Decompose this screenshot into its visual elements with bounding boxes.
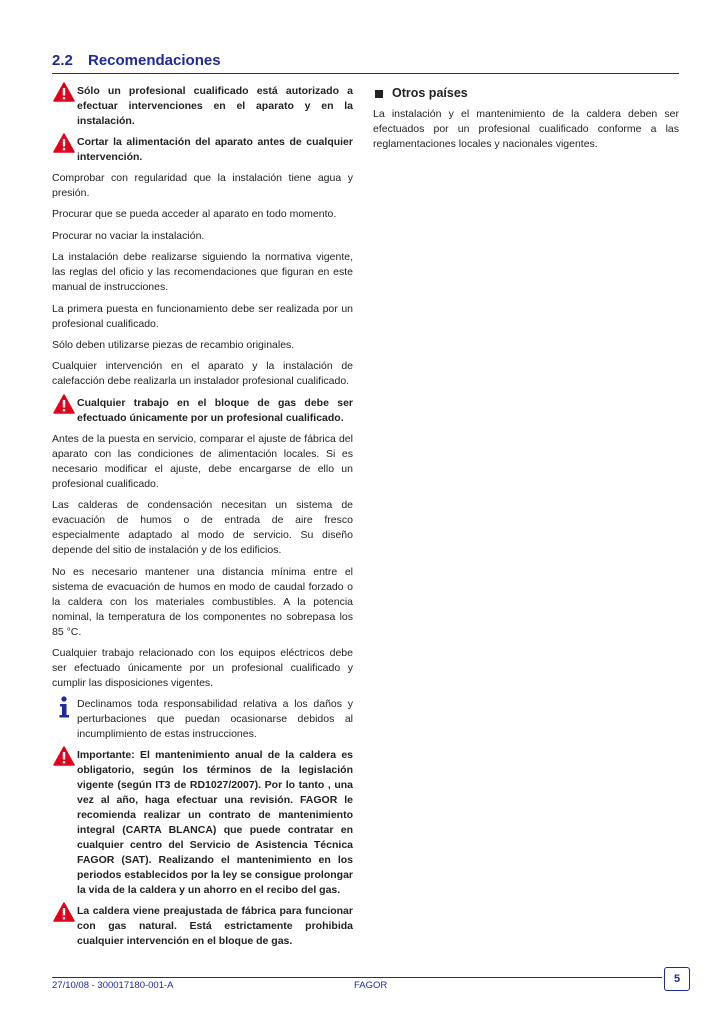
left-column [52, 84, 353, 955]
warning-note [52, 396, 353, 426]
paragraph: Las calderas de condensación necesitan un sistema de evacuación de humos o de entrada de aire fresco especialmente adaptado al modo de servicio. Su diseño depende del sitio de instalación y de los edificios. [52, 499, 353, 557]
info-icon [58, 696, 70, 718]
paragraph: Cualquier intervención en el aparato y la instalación de calefacción debe realizarla un instalador profesional cualificado. [52, 360, 353, 388]
warning-note [52, 748, 353, 898]
paragraph: Procurar que se pueda acceder al aparato en todo momento. [52, 208, 337, 221]
warning-triangle-icon [53, 394, 75, 414]
warning-note [52, 904, 353, 949]
footer-rule [52, 977, 662, 978]
warning-text: La caldera viene preajustada de fábrica para funcionar con gas natural. Está estrictamente prohibida cualquier intervención en el bloque de gas. [77, 905, 353, 948]
paragraph: Antes de la puesta en servicio, comparar el ajuste de fábrica del aparato con las condiciones de alimentación locales. Si es necesario modificar el ajuste, debe encargarse de ello un profesional cualificado. [52, 432, 353, 490]
info-text: Declinamos toda responsabilidad relativa a los daños y perturbaciones que puedan ocasionarse debidos al incumplimiento de estas instrucciones. [77, 698, 353, 741]
section-title-text: Recomendaciones [88, 52, 221, 69]
warning-text: Cortar la alimentación del aparato antes de cualquier intervención. [77, 136, 353, 163]
square-bullet-icon [375, 90, 383, 98]
section-title [52, 52, 221, 69]
paragraph: La primera puesta en funcionamiento debe ser realizada por un profesional cualificado. [52, 302, 353, 330]
warning-text: Importante: El mantenimiento anual de la caldera es obligatorio, según los términos de la legislación vigente (según IT3 de RD1027/2007). Por lo tanto , una vez al año, haga efectuar una revisión. FAGOR le recomienda realizar un contrato de mantenimiento integral (CARTA BLANCA) que puede contratar en cualquier centro del Servicio de Asistencia Técnica FAGOR (SAT). Realizando el mantenimiento en los periodos establecidos por la ley se consigue prolongar la vida de la caldera y un ahorro en el recibo del gas. [77, 749, 353, 897]
subsection-heading [373, 86, 679, 101]
warning-triangle-icon [53, 133, 75, 153]
document-reference: 27/10/08 - 300017180-001-A [52, 980, 174, 991]
warning-triangle-icon [53, 82, 75, 102]
header-rule [52, 73, 679, 74]
paragraph: Procurar no vaciar la instalación. [52, 229, 205, 242]
paragraph: La instalación y el mantenimiento de la caldera deben ser efectuados por un profesional cualificado conforme a las reglamentaciones locales y nacionales vigentes. [373, 108, 679, 150]
paragraph: Comprobar con regularidad que la instalación tiene agua y presión. [52, 172, 353, 199]
warning-triangle-icon [53, 902, 75, 922]
warning-text: Sólo un profesional cualificado está autorizado a efectuar intervenciones en el aparato y en la instalación. [77, 85, 353, 127]
page-number: 5 [664, 967, 690, 991]
paragraph: Sólo deben utilizarse piezas de recambio originales. [52, 338, 295, 351]
warning-note [52, 84, 353, 129]
paragraph: Cualquier trabajo relacionado con los equipos eléctricos debe ser efectuado únicamente por un profesional cualificado y cumplir las disposiciones vigentes. [52, 646, 353, 689]
warning-note [52, 135, 353, 165]
section-number: 2.2 [52, 52, 73, 69]
paragraph: No es necesario mantener una distancia mínima entre el sistema de evacuación de humos en modo de caudal forzado o la caldera con los materiales combustibles. A la potencia nominal, la temperatura de los componentes no sobrepasa los 85 °C. [52, 565, 353, 638]
right-column [373, 86, 679, 158]
info-note [52, 697, 353, 742]
paragraph: La instalación debe realizarse siguiendo la normativa vigente, las reglas del oficio y las recomendaciones que figuran en este manual de instrucciones. [52, 251, 353, 294]
warning-triangle-icon [53, 746, 75, 766]
footer-brand: FAGOR [354, 980, 388, 991]
subsection-heading-text: Otros países [392, 86, 468, 100]
warning-text: Cualquier trabajo en el bloque de gas debe ser efectuado únicamente por un profesional cualificado. [77, 396, 353, 424]
